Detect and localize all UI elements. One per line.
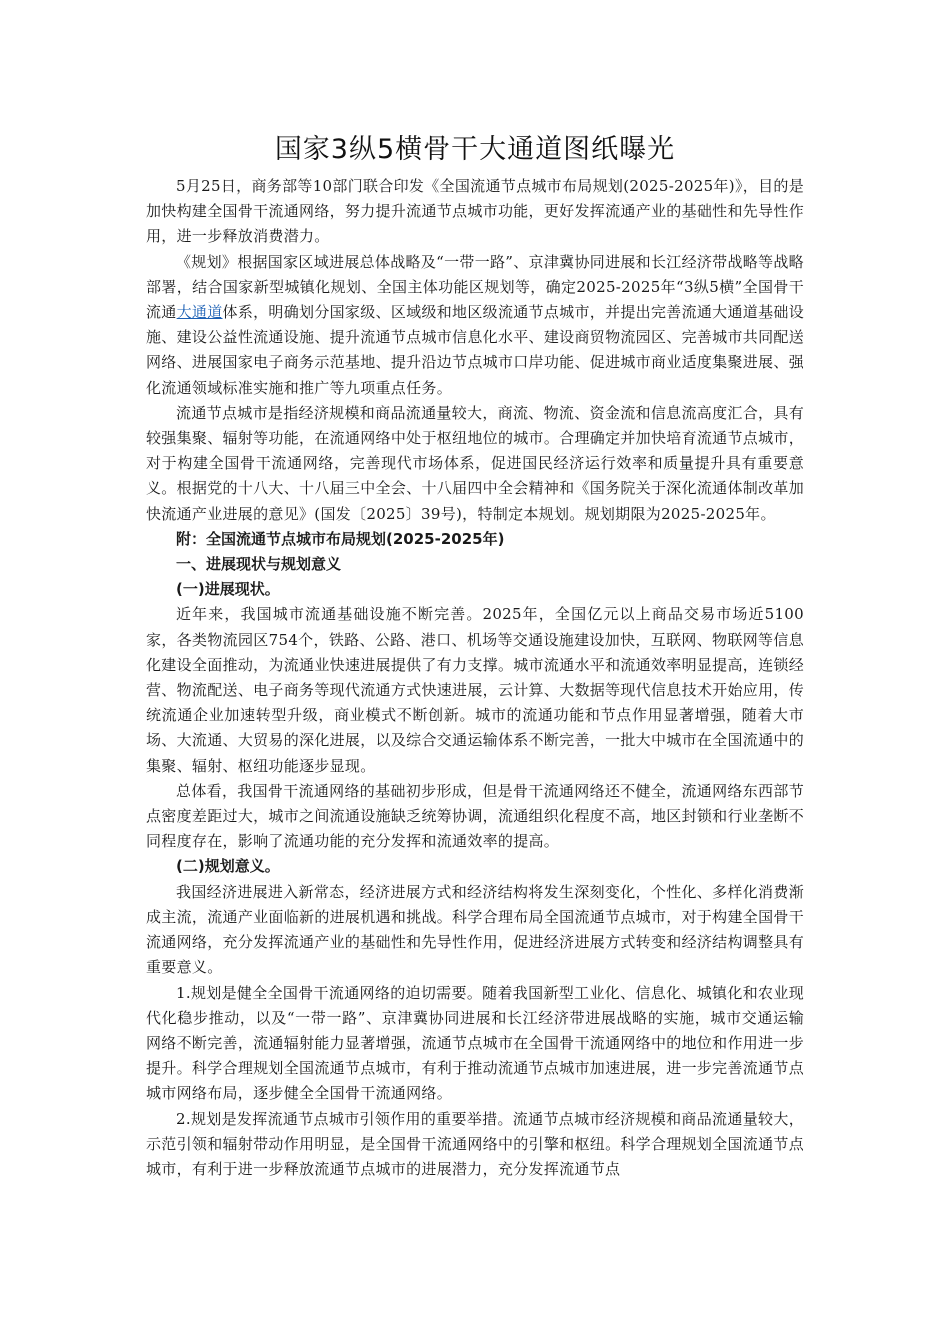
- paragraph-point-1: 1.规划是健全全国骨干流通网络的迫切需要。随着我国新型工业化、信息化、城镇化和农业现代化稳步推动，以及“一带一路”、京津冀协同进展和长江经济带进展战略的实施，城市交通运输网络不断完善，流通辐射能力显著增强，流通节点城市在全国骨干流通网络中的地位和作用进一步提升。科学合理规划全国流通节点城市，有利于推动流通节点城市加速进展，进一步完善流通节点城市网络布局，逐步健全全国骨干流通网络。: [146, 983, 804, 1103]
- paragraph-text: 《规划》根据国家区域进展总体战略及“一带一路”、京津冀协同进展和长江经济带战略等战略部署，结合国家新型城镇化规划、全国主体功能区规划等，确定2025-2025年“3纵5横”全国骨干流通: [146, 252, 804, 322]
- paragraph-significance: 我国经济进展进入新常态，经济进展方式和经济结构将发生深刻变化，个性化、多样化消费渐成主流，流通产业面临新的进展机遇和挑战。科学合理布局全国流通节点城市，对于构建全国骨干流通网络，充分发挥流通产业的基础性和先导性作用，促进经济进展方式转变和经济结构调整具有重要意义。: [146, 882, 804, 977]
- paragraph-text: 体系，明确划分国家级、区域级和地区级流通节点城市，并提出完善流通大通道基础设施、建设公益性流通设施、提升流通节点城市信息化水平、建设商贸物流园区、完善城市共同配送网络、进展国家电子商务示范基地、提升沿边节点城市口岸功能、促进城市商业适度集聚进展、强化流通领域标准实施和推广等九项重点任务。: [146, 303, 804, 397]
- paragraph-plan-overview: [146, 250, 804, 401]
- paragraph-point-2: 2.规划是发挥流通节点城市引领作用的重要举措。流通节点城市经济规模和商品流通量较大，示范引领和辐射带动作用明显，是全国骨干流通网络中的引擎和枢纽。科学合理规划全国流通节点城市，有利于进一步释放流通节点城市的进展潜力，充分发挥流通节点: [146, 1109, 804, 1178]
- page-title: 国家3纵5横骨干大通道图纸曝光: [274, 134, 676, 165]
- subsection-heading-status: (一)进展现状。: [176, 580, 280, 599]
- corridor-link[interactable]: 大通道: [176, 303, 223, 322]
- document-page: [146, 128, 804, 1182]
- paragraph-summary: 总体看，我国骨干流通网络的基础初步形成，但是骨干流通网络还不健全，流通网络东西部节点密度差距过大，城市之间流通设施缺乏统筹协调，流通组织化程度不高，地区封锁和行业垄断不同程度存在，影响了流通功能的充分发挥和流通效率的提高。: [146, 781, 804, 851]
- paragraph-intro: 5月25日，商务部等10部门联合印发《全国流通节点城市布局规划(2025-2025年)》，目的是加快构建全国骨干流通网络，努力提升流通节点城市功能，更好发挥流通产业的基础性和先导性作用，进一步释放消费潜力。: [146, 177, 804, 246]
- paragraph-node-city-definition: 流通节点城市是指经济规模和商品流通量较大，商流、物流、资金流和信息流高度汇合，具有较强集聚、辐射等功能，在流通网络中处于枢纽地位的城市。合理确定并加快培育流通节点城市，对于构建全国骨干流通网络，完善现代市场体系，促进国民经济运行效率和质量提升具有重要意义。根据党的十八大、十八届三中全会、十八届四中全会精神和《国务院关于深化流通体制改革加快流通产业进展的意见》(国发〔2025〕39号)，特制定本规划。规划期限为2025-2025年。: [146, 403, 804, 523]
- subsection-heading-significance: (二)规划意义。: [176, 857, 280, 876]
- section-heading-1: 一、进展现状与规划意义: [176, 555, 342, 574]
- attachment-heading: 附：全国流通节点城市布局规划(2025-2025年): [176, 529, 505, 548]
- paragraph-status: 近年来，我国城市流通基础设施不断完善。2025年，全国亿元以上商品交易市场近5100家，各类物流园区754个，铁路、公路、港口、机场等交通设施建设加快，互联网、物联网等信息化建设全面推动，为流通业快速进展提供了有力支撑。城市流通水平和流通效率明显提高，连锁经营、物流配送、电子商务等现代流通方式快速进展，云计算、大数据等现代信息技术开始应用，传统流通企业加速转型升级，商业模式不断创新。城市的流通功能和节点作用显著增强，随着大市场、大流通、大贸易的深化进展，以及综合交通运输体系不断完善，一批大中城市在全国流通中的集聚、辐射、枢纽功能逐步显现。: [146, 605, 804, 775]
